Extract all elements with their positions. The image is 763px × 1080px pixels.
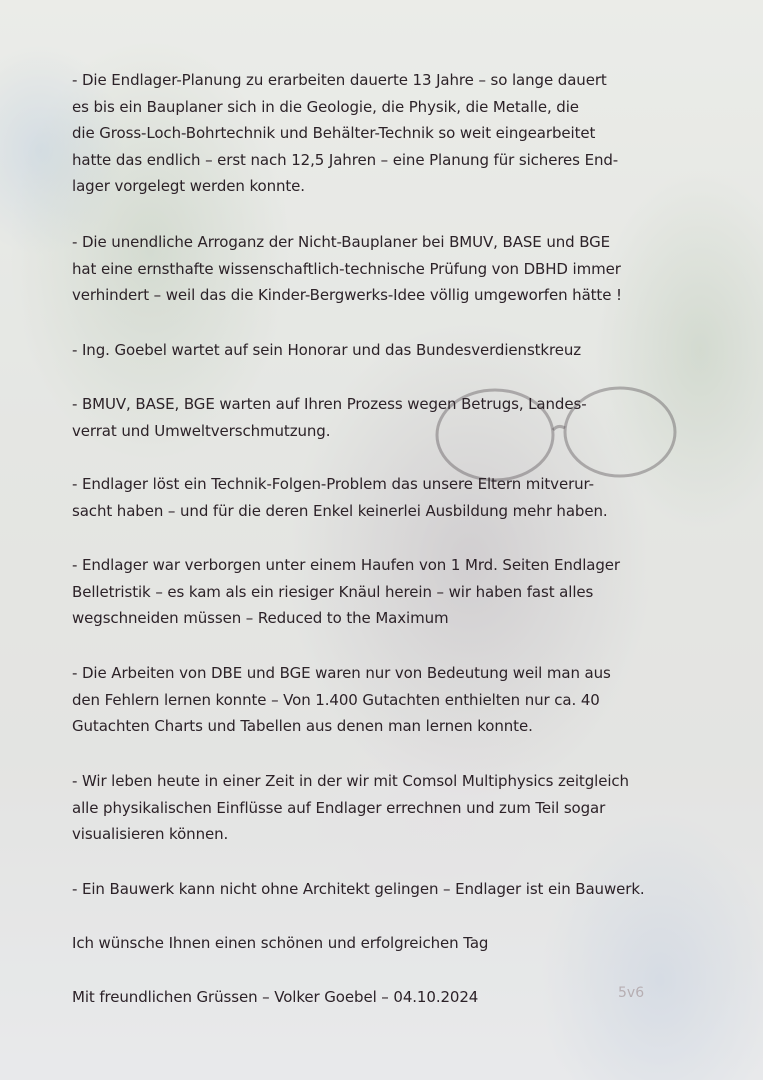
text-line: Gutachten Charts und Tabellen aus denen man lernen konnte.: [72, 717, 533, 735]
paragraph-8: [72, 768, 682, 848]
text-line: den Fehlern lernen konnte – Von 1.400 Gutachten enthielten nur ca. 40: [72, 690, 600, 709]
paragraph-4: [72, 391, 682, 444]
text-line: - Ing. Goebel wartet auf sein Honorar und das Bundesverdienstkreuz: [72, 341, 582, 359]
closing-line: [72, 930, 672, 957]
text-line: alle physikalischen Einflüsse auf Endlager errechnen und zum Teil sogar: [72, 798, 606, 817]
closing-text: Ich wünsche Ihnen einen schönen und erfolgreichen Tag: [72, 934, 489, 952]
text-line: verrat und Umweltverschmutzung.: [72, 421, 331, 440]
paragraph-5: [72, 471, 682, 524]
text-line: die Gross-Loch-Bohrtechnik und Behälter-Technik so weit eingearbeitet: [72, 124, 596, 142]
paragraph-9: [72, 876, 682, 903]
signature-text: Mit freundlichen Grüssen – Volker Goebel – 04.10.2024: [72, 988, 479, 1006]
signature-line: [72, 984, 672, 1011]
paragraph-6: [72, 552, 682, 632]
text-line: - Die unendliche Arroganz der Nicht-Bauplaner bei BMUV, BASE und BGE: [72, 233, 611, 251]
text-line: wegschneiden müssen – Reduced to the Maximum: [72, 609, 449, 627]
text-line: - Wir leben heute in einer Zeit in der wir mit Comsol Multiphysics zeitgleich: [72, 772, 629, 790]
text-line: hatte das endlich – erst nach 12,5 Jahren – eine Planung für sicheres End-: [72, 150, 619, 169]
text-line: sacht haben – und für die deren Enkel keinerlei Ausbildung mehr haben.: [72, 501, 608, 520]
text-line: - Endlager war verborgen unter einem Haufen von 1 Mrd. Seiten Endlager: [72, 556, 620, 574]
paragraph-7: [72, 660, 682, 740]
paragraph-3: [72, 337, 682, 364]
page-number: 5v6: [618, 985, 645, 1001]
text-line: - BMUV, BASE, BGE warten auf Ihren Prozess wegen Betrugs, Landes-: [72, 395, 587, 413]
text-line: hat eine ernsthafte wissenschaftlich-technische Prüfung von DBHD immer: [72, 259, 621, 278]
text-line: - Endlager löst ein Technik-Folgen-Problem das unsere Eltern mitverur-: [72, 475, 594, 493]
text-line: visualisieren können.: [72, 825, 229, 843]
text-line: verhindert – weil das die Kinder-Bergwerks-Idee völlig umgeworfen hätte !: [72, 286, 622, 304]
text-line: - Die Arbeiten von DBE und BGE waren nur von Bedeutung weil man aus: [72, 664, 611, 682]
paragraph-1: [72, 67, 682, 200]
text-line: - Die Endlager-Planung zu erarbeiten dauerte 13 Jahre – so lange dauert: [72, 71, 607, 89]
text-line: - Ein Bauwerk kann nicht ohne Architekt gelingen – Endlager ist ein Bauwerk.: [72, 880, 645, 898]
text-line: es bis ein Bauplaner sich in die Geologie, die Physik, die Metalle, die: [72, 97, 579, 116]
paragraph-2: [72, 229, 682, 309]
text-line: lager vorgelegt werden konnte.: [72, 177, 305, 195]
text-line: Belletristik – es kam als ein riesiger Knäul herein – wir haben fast alles: [72, 582, 594, 601]
